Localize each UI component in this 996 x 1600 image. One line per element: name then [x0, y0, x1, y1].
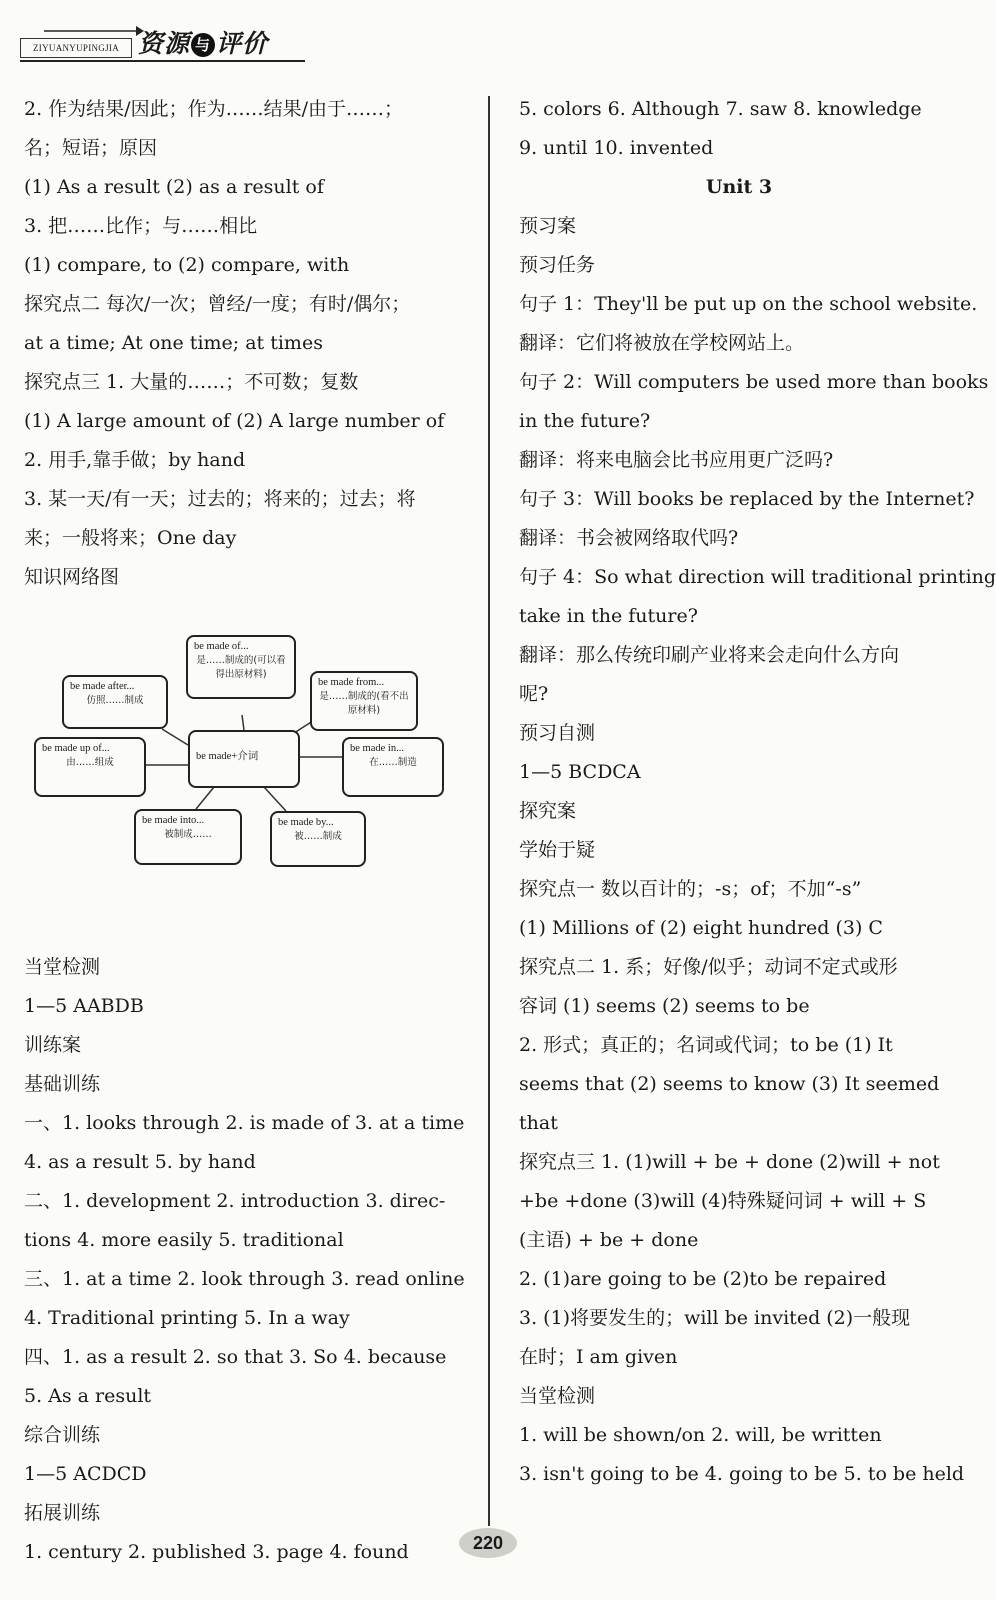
- node-cn: 是……制成的(看不出原材料): [319, 691, 409, 716]
- text-line: take in the future?: [519, 605, 698, 627]
- text-line: 翻译：将来电脑会比书应用更广泛吗?: [519, 449, 834, 471]
- text-line: 预习自测: [519, 722, 596, 744]
- text-line: 学始于疑: [519, 839, 596, 861]
- text-line: (1) A large amount of (2) A large number of: [24, 410, 445, 432]
- text-line: 1—5 BCDCA: [519, 761, 641, 783]
- text-line: 知识网络图: [24, 566, 120, 588]
- knowledge-network-diagram: [24, 597, 464, 909]
- text-line: +be +done (3)will (4)特殊疑问词 + will + S: [519, 1190, 927, 1212]
- text-line: (主语) + be + done: [519, 1229, 699, 1251]
- node-en: be made after...: [70, 681, 135, 692]
- text-line: 翻译：那么传统印刷产业将来会走向什么方向: [519, 644, 900, 666]
- text-line: 句子 1：They'll be put up on the school website.: [519, 293, 978, 315]
- node-made-by: [270, 811, 366, 867]
- node-cn: 被制成……: [164, 829, 212, 840]
- connector-line: [196, 787, 214, 809]
- header-rule: [20, 60, 305, 62]
- text-line: [24, 909, 464, 948]
- text-line: 当堂检测: [24, 956, 101, 978]
- text-line: (1) compare, to (2) compare, with: [24, 254, 350, 276]
- text-line: 拓展训练: [24, 1502, 101, 1524]
- left-column: [24, 90, 464, 1572]
- text-line: 探究点三 1. (1)will + be + done (2)will + not: [519, 1151, 940, 1173]
- text-line: 探究案: [519, 800, 577, 822]
- text-line: Unit 3: [705, 176, 773, 198]
- text-line: 名；短语；原因: [24, 137, 158, 159]
- node-cn: 由……组成: [66, 757, 114, 768]
- arrow-icon: [44, 24, 144, 38]
- text-line: 在时；I am given: [519, 1346, 678, 1368]
- text-line: 2. (1)are going to be (2)to be repaired: [519, 1268, 887, 1290]
- text-line: 预习案: [519, 215, 577, 237]
- node-made-into: [134, 809, 242, 865]
- node-en: be made by...: [278, 817, 334, 828]
- text-line: 探究点三 1. 大量的……；不可数；复数: [24, 371, 359, 393]
- text-line: 2. 作为结果/因此；作为……结果/由于……；: [24, 98, 403, 120]
- text-line: 四、1. as a result 2. so that 3. So 4. because: [24, 1346, 447, 1368]
- text-line: 2. 用手,靠手做；by hand: [24, 449, 246, 471]
- page-header: [20, 18, 305, 62]
- text-line: 1. will be shown/on 2. will, be written: [519, 1424, 882, 1446]
- text-line: 探究点一 数以百计的；-s；of；不加“-s”: [519, 878, 862, 900]
- column-divider: [488, 96, 490, 1526]
- node-en: be made up of...: [42, 743, 110, 754]
- brand-right: 评价: [216, 29, 269, 58]
- text-line: 一、1. looks through 2. is made of 3. at a time: [24, 1112, 465, 1134]
- node-cn: 仿照……制成: [86, 695, 144, 706]
- node-made-of: [186, 635, 296, 699]
- text-line: 4. as a result 5. by hand: [24, 1151, 256, 1173]
- text-line: (1) Millions of (2) eight hundred (3) C: [519, 917, 883, 939]
- text-line: 1—5 ACDCD: [24, 1463, 147, 1485]
- text-line: 3. 某一天/有一天；过去的；将来的；过去；将: [24, 488, 416, 510]
- node-made-in: [342, 737, 444, 797]
- node-cn: 被……制成: [294, 831, 342, 842]
- node-cn: 是……制成的(可以看得出原材料): [196, 655, 286, 680]
- text-line: 1. century 2. published 3. page 4. found: [24, 1541, 409, 1563]
- text-line: 预习任务: [519, 254, 596, 276]
- header-logo-text: ZIYUANYUPINGJIA: [20, 38, 132, 58]
- text-line: 当堂检测: [519, 1385, 596, 1407]
- text-line: 翻译：书会被网络取代吗?: [519, 527, 739, 549]
- text-line: 二、1. development 2. introduction 3. direc-: [24, 1190, 446, 1212]
- text-line: 探究点二 每次/一次；曾经/一度；有时/偶尔；: [24, 293, 411, 315]
- right-column: [519, 90, 996, 1494]
- text-line: 来；一般将来；One day: [24, 527, 237, 549]
- text-line: 5. As a result: [24, 1385, 152, 1407]
- brand-mid: 与: [191, 33, 215, 57]
- node-en: be made into...: [142, 815, 205, 826]
- text-line: 1—5 AABDB: [24, 995, 144, 1017]
- node-made-from: [310, 671, 418, 731]
- text-line: 三、1. at a time 2. look through 3. read online: [24, 1268, 465, 1290]
- node-en: be made from...: [318, 677, 385, 688]
- text-line: 呢?: [519, 683, 549, 705]
- text-line: 3. isn't going to be 4. going to be 5. to be held: [519, 1463, 965, 1485]
- text-line: 句子 3：Will books be replaced by the Internet?: [519, 488, 975, 510]
- text-line: 句子 4：So what direction will traditional printing: [519, 566, 996, 588]
- node-made-after: [62, 675, 168, 729]
- brand-left: 资源: [138, 29, 191, 58]
- text-line: 容词 (1) seems (2) seems to be: [519, 995, 810, 1017]
- text-line: 训练案: [24, 1034, 82, 1056]
- text-line: 探究点二 1. 系；好像/似乎；动词不定式或形: [519, 956, 898, 978]
- text-line: in the future?: [519, 410, 651, 432]
- text-line: 句子 2：Will computers be used more than books: [519, 371, 989, 393]
- text-line: 翻译：它们将被放在学校网站上。: [519, 332, 805, 354]
- text-line: 基础训练: [24, 1073, 101, 1095]
- node-en: be made in...: [350, 743, 404, 754]
- node-cn: 在……制造: [369, 757, 417, 768]
- text-line: 4. Traditional printing 5. In a way: [24, 1307, 350, 1329]
- text-line: tions 4. more easily 5. traditional: [24, 1229, 344, 1251]
- brand-title: [138, 24, 268, 60]
- text-line: 3. 把……比作；与……相比: [24, 215, 258, 237]
- text-line: seems that (2) seems to know (3) It seemed: [519, 1073, 940, 1095]
- connector-line: [162, 729, 188, 745]
- node-made-up-of: [34, 737, 146, 797]
- text-line: 9. until 10. invented: [519, 137, 714, 159]
- center-label: be made+介词: [196, 751, 259, 762]
- text-line: (1) As a result (2) as a result of: [24, 176, 324, 198]
- connector-line: [242, 715, 244, 730]
- text-line: 5. colors 6. Although 7. saw 8. knowledge: [519, 98, 922, 120]
- page-number: 220: [459, 1528, 517, 1558]
- text-line: that: [519, 1112, 558, 1134]
- text-line: 2. 形式；真正的；名词或代词；to be (1) It: [519, 1034, 893, 1056]
- text-line: 3. (1)将要发生的；will be invited (2)一般现: [519, 1307, 911, 1329]
- text-line: 综合训练: [24, 1424, 101, 1446]
- text-line: at a time; At one time; at times: [24, 332, 323, 354]
- node-en: be made of...: [194, 641, 249, 652]
- connector-line: [264, 787, 286, 811]
- diagram-center-node: [188, 730, 300, 788]
